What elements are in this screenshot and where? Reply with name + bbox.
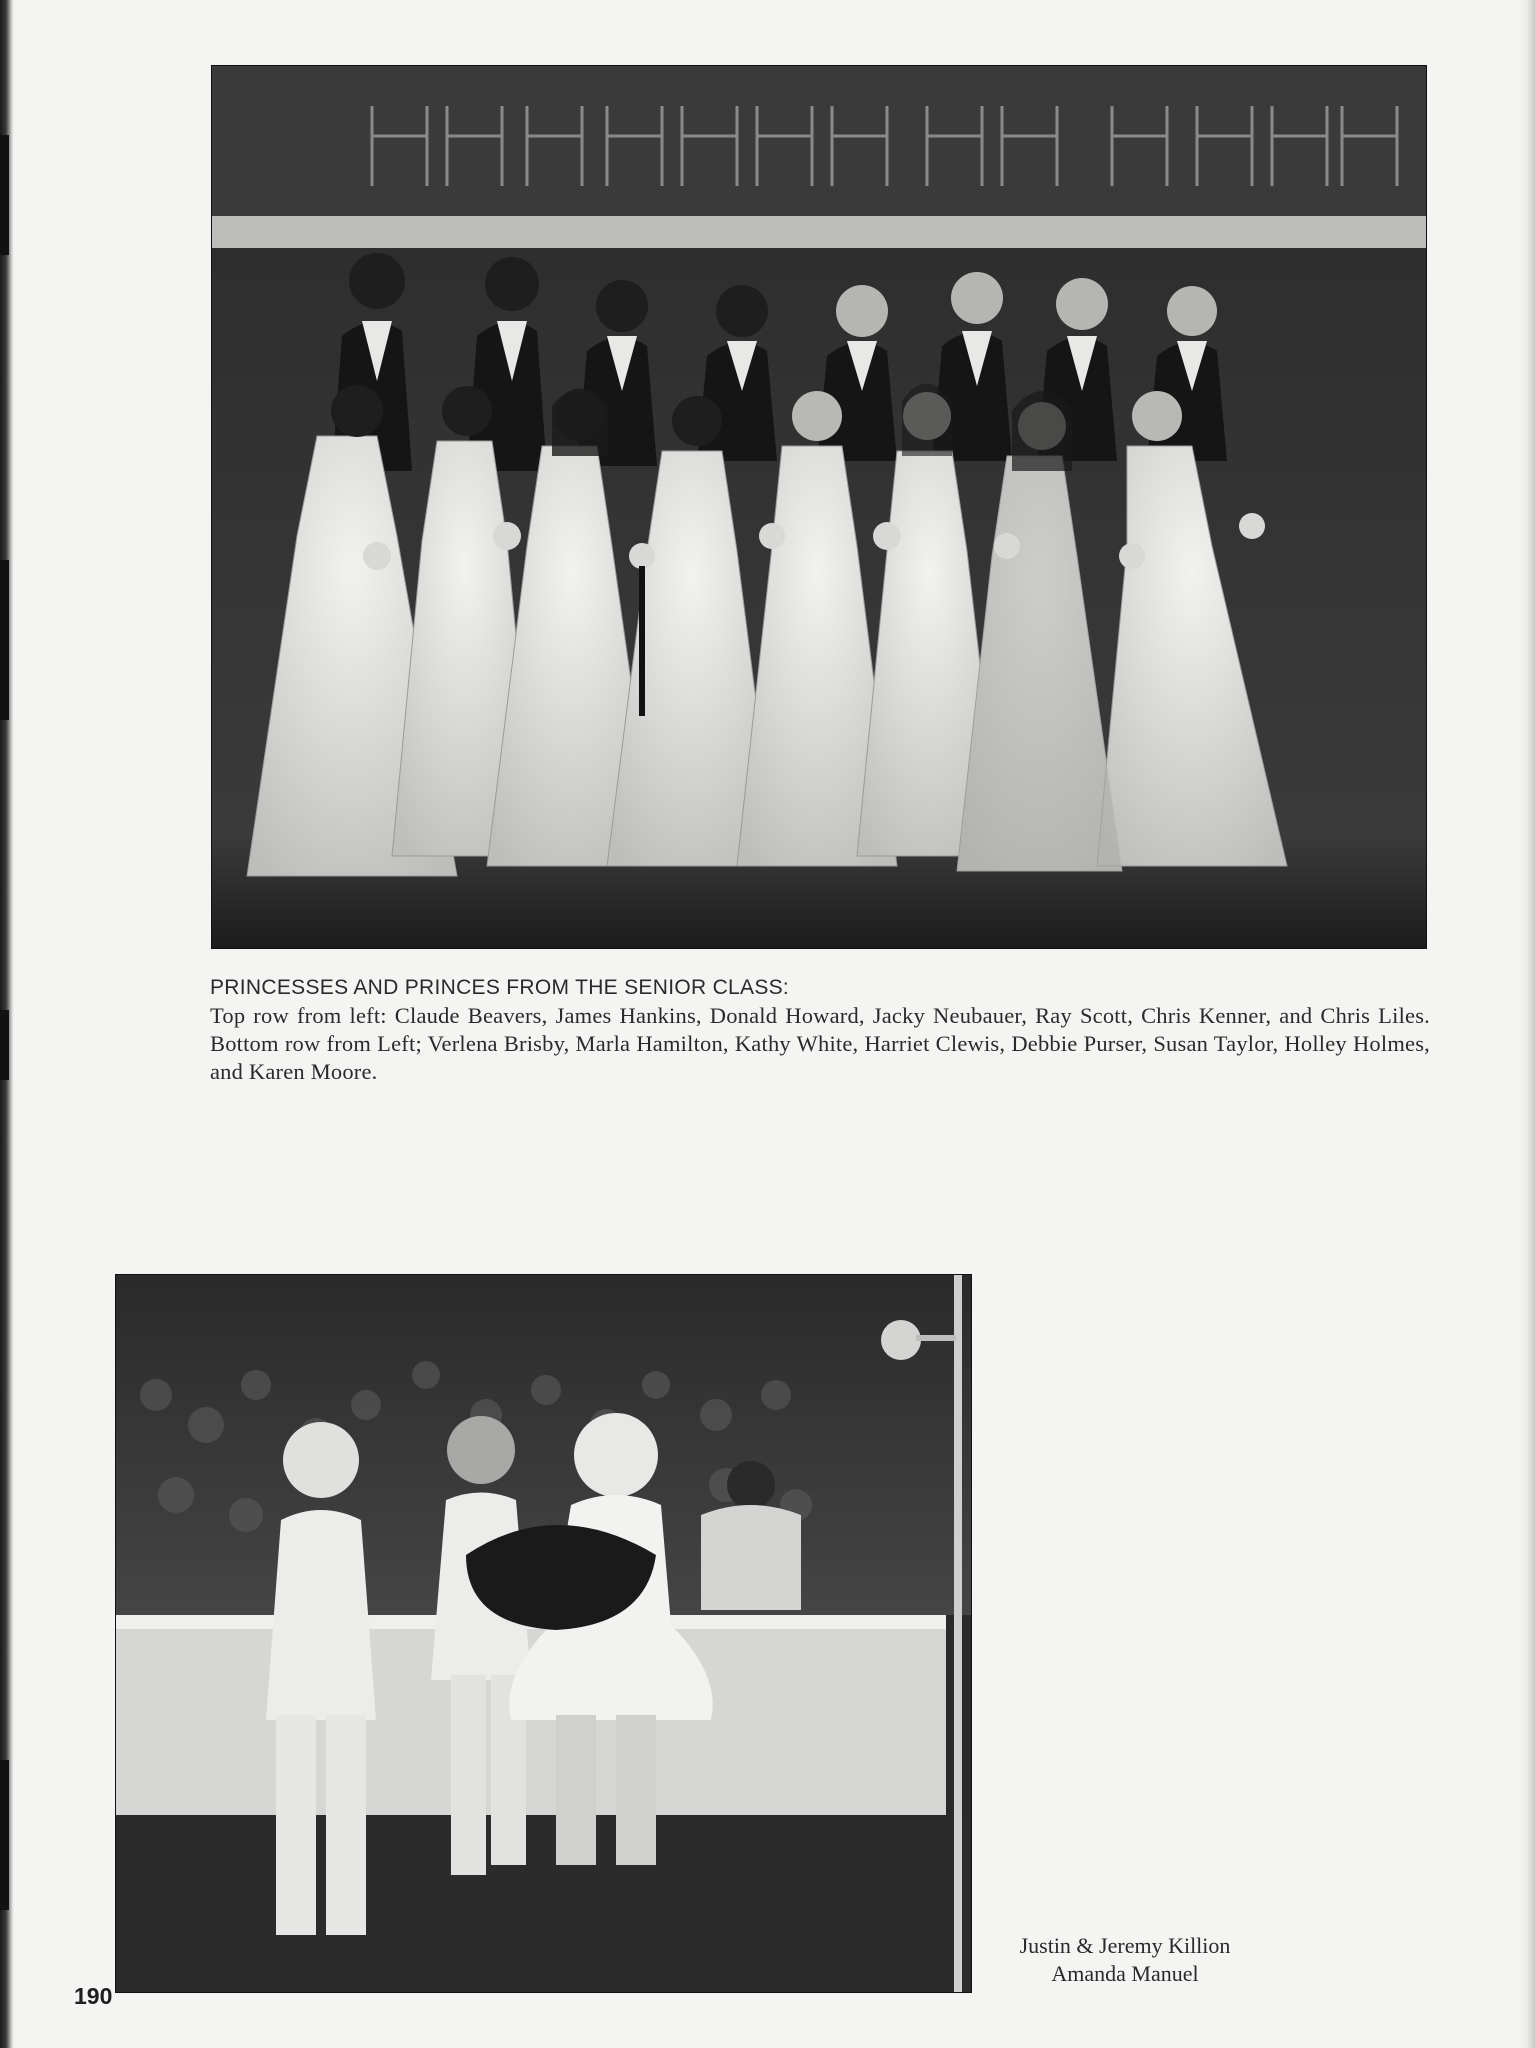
group-photo-caption bbox=[210, 974, 1430, 1086]
children-photo-caption bbox=[990, 1932, 1260, 1988]
binding-shadow-mark bbox=[0, 135, 9, 255]
page-number: 190 bbox=[74, 1983, 113, 2009]
page-right-edge bbox=[1517, 0, 1535, 2048]
binding-shadow-mark bbox=[0, 560, 9, 720]
caption-heading: PRINCESSES AND PRINCES FROM THE SENIOR CLASS: bbox=[210, 976, 790, 999]
binding-shadow-mark bbox=[0, 1010, 9, 1080]
caption-name-list: Top row from left: Claude Beavers, James Hankins, Donald Howard, Jacky Neubauer, Ray Scott, Chris Kenner, and Chris Liles. Bottom row from Left; Verlena Brisby, Marla Hamilton, Kathy White, Harriet Clewis, Debbie Purser, Susan Taylor, Holley Holmes, and Karen Moore. bbox=[210, 1003, 1430, 1084]
children-court-photo bbox=[115, 1274, 972, 1993]
caption-line-manuel: Amanda Manuel bbox=[1051, 1961, 1199, 1986]
binding-shadow-mark bbox=[0, 1760, 9, 1910]
caption-line-killion: Justin & Jeremy Killion bbox=[1019, 1933, 1231, 1958]
senior-class-group-photo bbox=[211, 65, 1427, 949]
